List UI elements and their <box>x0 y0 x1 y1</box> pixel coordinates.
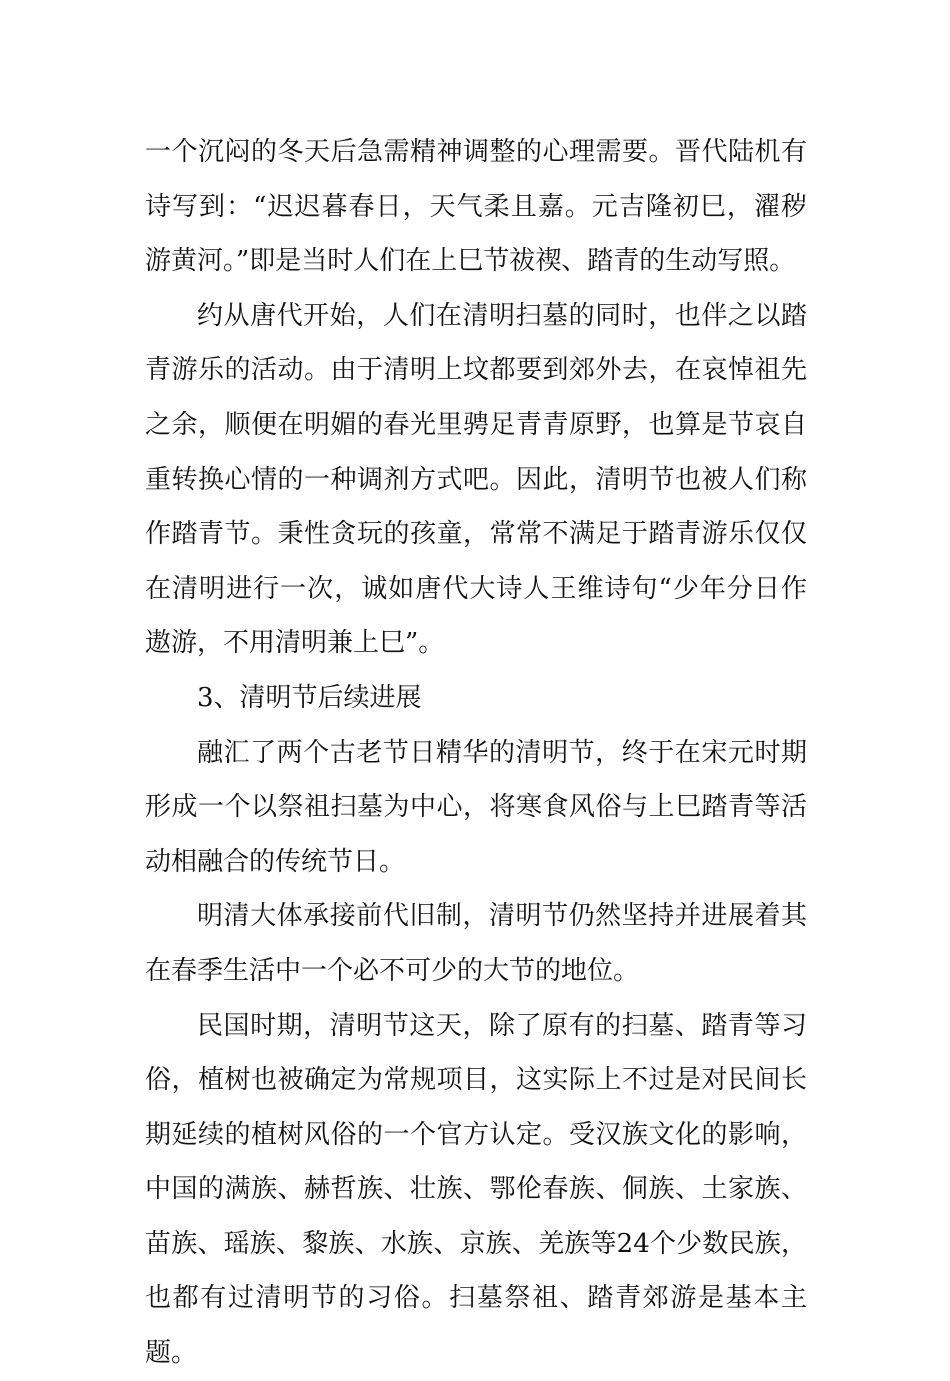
paragraph-lu-ji-poem: 一个沉闷的冬天后急需精神调整的心理需要。晋代陆机有诗写到：“迟迟暮春日，天气柔且嘉。元吉隆初巳，濯秽游黄河。”即是当时人们在上巳节祓禊、踏青的生动写照。 <box>145 137 807 277</box>
section-heading-later-development: 3、清明节后续进展 <box>197 682 422 713</box>
document-page <box>145 125 807 1381</box>
paragraph-tang-dynasty: 约从唐代开始，人们在清明扫墓的同时，也伴之以踏青游乐的活动。由于清明上坟都要到郊外去，在哀悼祖先之余，顺便在明媚的春光里骋足青青原野，也算是节哀自重转换心情的一种调剂方式吧。因此，清明节也被人们称作踏青节。秉性贪玩的孩童，常常不满足于踏青游乐仅仅在清明进行一次，诚如唐代大诗人王维诗句“少年分日作遨游，不用清明兼上巳”。 <box>145 300 807 659</box>
paragraph-republic-era: 民国时期，清明节这天，除了原有的扫墓、踏青等习俗，植树也被确定为常规项目，这实际上不过是对民间长期延续的植树风俗的一个官方认定。受汉族文化的影响，中国的满族、赫哲族、壮族、鄂伦春族、侗族、土家族、苗族、瑶族、黎族、水族、京族、羌族等24个少数民族，也都有过清明节的习俗。扫墓祭祖、踏青郊游是基本主题。 <box>145 1010 807 1369</box>
paragraph-ming-qing: 明清大体承接前代旧制，清明节仍然坚持并进展着其在春季生活中一个必不可少的大节的地位。 <box>145 901 807 986</box>
paragraph-song-yuan: 融汇了两个古老节日精华的清明节，终于在宋元时期形成一个以祭祖扫墓为中心，将寒食风俗与上巳踏青等活动相融合的传统节日。 <box>145 737 807 877</box>
